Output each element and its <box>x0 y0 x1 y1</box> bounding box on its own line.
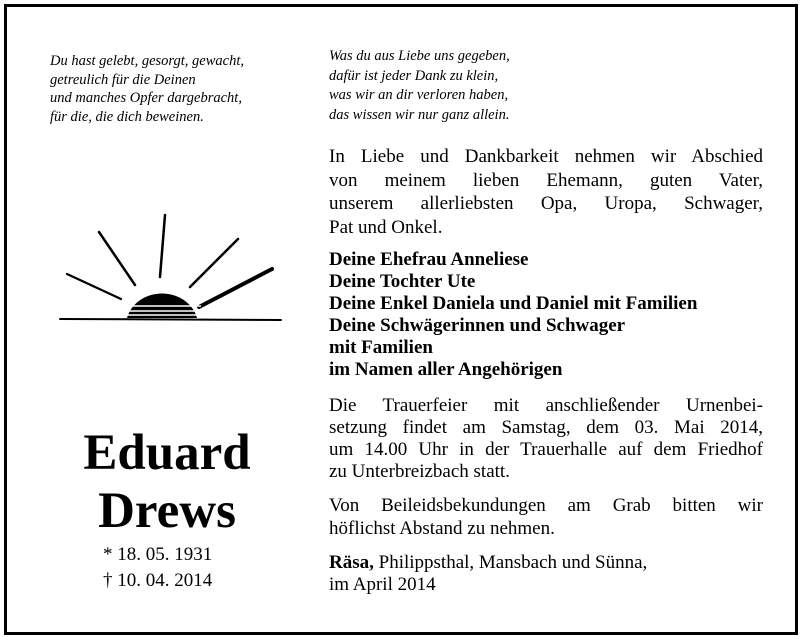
ceremony-info <box>329 395 763 483</box>
deceased-last-name: Drews <box>98 483 236 539</box>
family-line: Deine Ehefrau Anneliese <box>329 249 529 270</box>
birth-date: * 18. 05. 1931 <box>103 544 213 565</box>
family-line: Deine Tochter Ute <box>329 271 476 292</box>
obituary-card <box>4 4 798 635</box>
ceremony-line: um 14.00 Uhr in der Trauerhalle auf dem Friedhof <box>329 439 763 460</box>
death-date: † 10. 04. 2014 <box>103 570 213 591</box>
life-dates <box>103 542 212 594</box>
poem-left-line: getreulich für die Deinen <box>50 71 196 88</box>
intro-text <box>329 145 763 239</box>
family-line: Deine Schwägerinnen und Schwager <box>329 315 626 336</box>
poem-right-line: das wissen wir nur ganz allein. <box>329 106 510 123</box>
place-rest: Philippsthal, Mansbach und Sünna, <box>373 552 648 573</box>
poem-left-line: und manches Opfer dargebracht, <box>50 90 242 106</box>
condolence-line: höflichst Abstand zu nehmen. <box>329 518 555 539</box>
poem-right <box>329 47 589 125</box>
family-line: Deine Enkel Daniela und Daniel mit Familien <box>329 293 698 314</box>
family-line: im Namen aller Angehörigen <box>329 359 563 380</box>
poem-right-line: Was du aus Liebe uns gegeben, <box>329 48 510 64</box>
family-list <box>329 249 763 381</box>
ceremony-line: Die Trauerfeier mit anschließender Urnenbei- <box>329 395 763 416</box>
condolence-note <box>329 494 763 540</box>
poem-left-line: für die, die dich beweinen. <box>50 108 204 125</box>
intro-line: Pat und Onkel. <box>329 216 443 238</box>
place-bold: Räsa, <box>329 552 374 573</box>
poem-left <box>50 52 300 126</box>
intro-line: In Liebe und Dankbarkeit nehmen wir Abschied <box>329 146 763 167</box>
ceremony-line: setzung findet am Samstag, dem 03. Mai 2014, <box>329 417 763 438</box>
place-and-date <box>329 552 763 596</box>
poem-left-line: Du hast gelebt, gesorgt, gewacht, <box>50 53 244 69</box>
sunset-icon <box>55 207 285 332</box>
deceased-first-name: Eduard <box>83 425 251 481</box>
intro-line: von meinem lieben Ehemann, guten Vater, <box>329 169 763 191</box>
poem-right-line: dafür ist jeder Dank zu klein, <box>329 67 499 84</box>
intro-line: unserem allerliebsten Opa, Uropa, Schwager, <box>329 193 763 214</box>
date-line: im April 2014 <box>329 574 436 595</box>
family-line: mit Familien <box>329 337 433 358</box>
ceremony-line: zu Unterbreizbach statt. <box>329 461 510 482</box>
condolence-line: Von Beileidsbekundungen am Grab bitten wir <box>329 495 763 516</box>
poem-right-line: was wir an dir verloren haben, <box>329 87 509 103</box>
place-line <box>329 552 763 574</box>
